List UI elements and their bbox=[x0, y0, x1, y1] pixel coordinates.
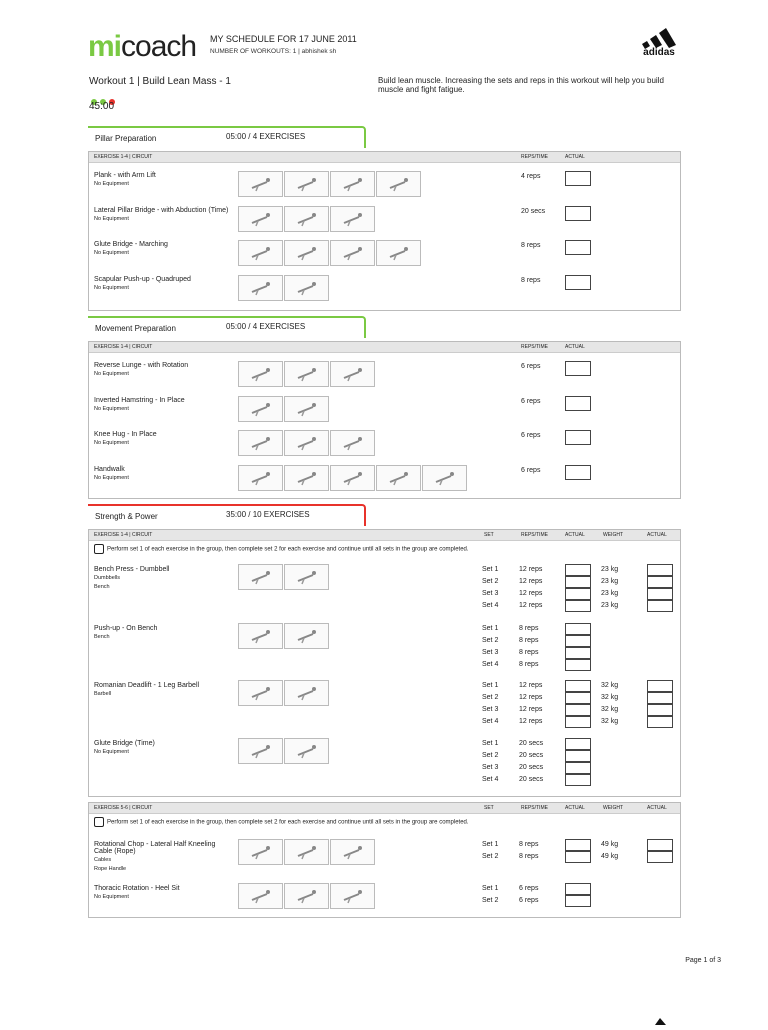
workout-duration: 45:00 bbox=[89, 101, 115, 112]
exercise-name: Reverse Lunge - with Rotation bbox=[94, 362, 189, 369]
set-label: Set 2 bbox=[482, 694, 499, 701]
weight-actual-input[interactable] bbox=[647, 576, 673, 588]
weight-actual-input[interactable] bbox=[647, 564, 673, 576]
exercise-image bbox=[284, 430, 329, 456]
movement-exercise-table bbox=[88, 341, 681, 499]
set-label: Set 3 bbox=[482, 764, 499, 771]
set-reps: 20 secs bbox=[519, 764, 544, 771]
workout-description: Build lean muscle. Increasing the sets and reps in this workout will help you build muscle and fight fatigue. bbox=[378, 76, 664, 94]
col-weight-actual: ACTUAL bbox=[647, 532, 667, 538]
exercise-image bbox=[284, 275, 329, 301]
exercise-row bbox=[94, 241, 234, 257]
exercise-row bbox=[94, 740, 234, 756]
exercise-reps: 8 reps bbox=[521, 276, 541, 284]
actual-input[interactable] bbox=[565, 588, 591, 600]
table-header bbox=[89, 342, 680, 353]
exercise-row bbox=[94, 566, 234, 591]
set-weight: 23 kg bbox=[601, 590, 619, 597]
col-reps: REPS/TIME bbox=[521, 532, 548, 538]
set-weight: 49 kg bbox=[601, 841, 619, 848]
actual-input[interactable] bbox=[565, 839, 591, 851]
set-reps: 8 reps bbox=[519, 841, 539, 848]
col-actual: ACTUAL bbox=[565, 532, 585, 538]
exercise-reps: 8 reps bbox=[521, 242, 541, 249]
exercise-images bbox=[238, 275, 330, 299]
exercise-image bbox=[238, 206, 283, 232]
exercise-image bbox=[284, 623, 329, 649]
exercise-image bbox=[330, 883, 375, 909]
exercise-row bbox=[94, 362, 234, 378]
actual-input[interactable] bbox=[565, 623, 591, 635]
set-reps: 12 reps bbox=[519, 682, 543, 689]
exercise-equipment: No Equipment bbox=[94, 749, 129, 755]
section-detail: 35:00 / 10 EXERCISES bbox=[226, 510, 310, 519]
exercise-image bbox=[238, 883, 283, 909]
col-weight: WEIGHT bbox=[603, 532, 623, 538]
set-label: Set 4 bbox=[482, 602, 499, 609]
exercise-image bbox=[330, 206, 375, 232]
set-reps: 6 reps bbox=[519, 885, 539, 892]
set-label: Set 3 bbox=[482, 706, 499, 713]
section-name: Pillar Preparation bbox=[95, 134, 157, 143]
weight-actual-input[interactable] bbox=[647, 692, 673, 704]
set-reps: 8 reps bbox=[519, 637, 539, 644]
actual-input[interactable] bbox=[565, 275, 591, 290]
actual-input[interactable] bbox=[565, 750, 591, 762]
set-label: Set 1 bbox=[482, 682, 499, 689]
exercise-reps: 6 reps bbox=[521, 432, 541, 439]
exercise-image bbox=[238, 839, 283, 865]
exercise-row bbox=[94, 841, 234, 873]
exercise-images bbox=[238, 240, 422, 264]
exercise-images bbox=[238, 361, 376, 385]
exercise-image bbox=[238, 275, 283, 301]
exercise-equipment: Bench bbox=[94, 584, 110, 590]
table-header bbox=[89, 803, 680, 814]
weight-actual-input[interactable] bbox=[647, 716, 673, 728]
section-name: Strength & Power bbox=[95, 512, 158, 521]
set-reps: 6 reps bbox=[519, 897, 539, 904]
exercise-image bbox=[376, 171, 421, 197]
actual-input[interactable] bbox=[565, 680, 591, 692]
exercise-name: Romanian Deadlift - 1 Leg Barbell bbox=[94, 682, 200, 689]
exercise-reps: 6 reps bbox=[521, 466, 541, 474]
exercise-row bbox=[94, 466, 234, 482]
col-exercise: EXERCISE 1-4 | CIRCUIT bbox=[94, 344, 153, 350]
col-set: SET bbox=[484, 805, 494, 811]
exercise-image bbox=[238, 465, 283, 491]
exercise-row bbox=[94, 885, 234, 901]
exercise-image bbox=[238, 680, 283, 706]
set-reps: 8 reps bbox=[519, 853, 539, 860]
exercise-name: Knee Hug - In Place bbox=[94, 431, 157, 438]
actual-input[interactable] bbox=[565, 206, 591, 221]
actual-input[interactable] bbox=[565, 635, 591, 647]
table-header bbox=[89, 152, 680, 163]
exercise-name: Scapular Push-up - Quadruped bbox=[94, 275, 191, 283]
actual-input[interactable] bbox=[565, 716, 591, 728]
exercise-image bbox=[238, 361, 283, 387]
set-reps: 8 reps bbox=[519, 649, 539, 656]
section-tab-movement bbox=[88, 316, 366, 338]
exercise-image bbox=[330, 430, 375, 456]
set-label: Set 3 bbox=[482, 590, 499, 597]
exercise-row bbox=[94, 172, 234, 188]
actual-input[interactable] bbox=[565, 851, 591, 863]
exercise-image bbox=[330, 171, 375, 197]
exercise-equipment: No Equipment bbox=[94, 405, 129, 412]
exercise-equipment: Barbell bbox=[94, 691, 112, 697]
exercise-reps: 20 secs bbox=[521, 207, 546, 215]
exercise-image bbox=[238, 738, 283, 764]
actual-input[interactable] bbox=[565, 647, 591, 659]
actual-input[interactable] bbox=[565, 240, 591, 255]
set-reps: 12 reps bbox=[519, 694, 543, 701]
page-number: Page 1 of 3 bbox=[685, 957, 721, 964]
exercise-images bbox=[238, 430, 376, 454]
exercise-image bbox=[238, 396, 283, 422]
set-label: Set 4 bbox=[482, 718, 499, 725]
actual-input[interactable] bbox=[565, 692, 591, 704]
micoach-logo bbox=[88, 30, 196, 64]
adidas-wordmark: adidas bbox=[643, 47, 675, 56]
set-reps: 12 reps bbox=[519, 602, 543, 609]
weight-actual-input[interactable] bbox=[647, 588, 673, 600]
actual-input[interactable] bbox=[565, 361, 591, 376]
exercise-image bbox=[284, 171, 329, 197]
exercise-name: Thoracic Rotation - Heel Sit bbox=[94, 885, 180, 892]
exercise-image bbox=[376, 240, 421, 266]
set-weight: 32 kg bbox=[601, 682, 619, 689]
exercise-image bbox=[284, 839, 329, 865]
set-label: Set 2 bbox=[482, 578, 499, 585]
set-reps: 8 reps bbox=[519, 661, 539, 668]
set-label: Set 1 bbox=[482, 841, 499, 848]
repeat-icon bbox=[94, 817, 104, 827]
set-label: Set 1 bbox=[482, 885, 499, 892]
exercise-images bbox=[238, 465, 468, 489]
exercise-name: Push-up - On Bench bbox=[94, 625, 158, 632]
exercise-image bbox=[376, 465, 421, 491]
workout-title: Workout 1 | Build Lean Mass - 1 bbox=[89, 76, 231, 87]
circuit-note-text: Perform set 1 of each exercise in the group, then complete set 2 for each exercise and continue until all sets in the group are completed. bbox=[107, 546, 469, 553]
exercise-images bbox=[238, 839, 376, 863]
exercise-image bbox=[284, 564, 329, 590]
adidas-logo bbox=[636, 24, 682, 56]
actual-input[interactable] bbox=[565, 564, 591, 576]
exercise-name: Plank - with Arm Lift bbox=[94, 172, 156, 179]
exercise-image bbox=[284, 206, 329, 232]
set-reps: 20 secs bbox=[519, 740, 544, 747]
col-exercise: EXERCISE 1-4 | CIRCUIT bbox=[94, 154, 153, 160]
exercise-image bbox=[284, 240, 329, 266]
col-weight-actual: ACTUAL bbox=[647, 805, 667, 811]
set-reps: 20 secs bbox=[519, 776, 544, 783]
exercise-name: Handwalk bbox=[94, 465, 125, 473]
col-reps: REPS/TIME bbox=[521, 154, 548, 160]
section-name: Movement Preparation bbox=[95, 324, 176, 333]
exercise-image bbox=[284, 680, 329, 706]
exercise-equipment: No Equipment bbox=[94, 250, 129, 256]
exercise-row bbox=[94, 431, 234, 447]
exercise-image bbox=[284, 465, 329, 491]
circuit-note bbox=[94, 544, 469, 554]
set-reps: 12 reps bbox=[519, 566, 543, 573]
exercise-image bbox=[284, 396, 329, 422]
exercise-equipment: No Equipment bbox=[94, 474, 129, 481]
set-reps: 12 reps bbox=[519, 590, 543, 597]
weight-actual-input[interactable] bbox=[647, 600, 673, 612]
exercise-equipment: No Equipment bbox=[94, 371, 129, 377]
set-weight: 23 kg bbox=[601, 602, 619, 609]
strength-group1-table bbox=[88, 529, 681, 797]
exercise-equipment: Cables bbox=[94, 857, 112, 863]
set-weight: 32 kg bbox=[601, 694, 619, 701]
set-label: Set 4 bbox=[482, 661, 499, 668]
exercise-row bbox=[94, 682, 234, 698]
section-tab-pillar bbox=[88, 126, 366, 148]
set-label: Set 1 bbox=[482, 740, 499, 747]
schedule-title: MY SCHEDULE FOR 17 JUNE 2011 bbox=[210, 34, 357, 44]
exercise-images bbox=[238, 396, 330, 420]
section-detail: 05:00 / 4 EXERCISES bbox=[226, 322, 306, 331]
exercise-name: Rotational Chop - Lateral Half Kneeling Cable (Rope) bbox=[94, 841, 216, 855]
set-weight: 32 kg bbox=[601, 718, 619, 725]
circuit-note-text: Perform set 1 of each exercise in the group, then complete set 2 for each exercise and continue until all sets in the group are completed. bbox=[107, 819, 469, 826]
exercise-equipment: Bench bbox=[94, 634, 110, 640]
exercise-row bbox=[94, 207, 234, 223]
exercise-equipment: No Equipment bbox=[94, 894, 129, 900]
actual-input[interactable] bbox=[565, 659, 591, 671]
weight-actual-input[interactable] bbox=[647, 680, 673, 692]
set-label: Set 2 bbox=[482, 752, 499, 759]
weight-actual-input[interactable] bbox=[647, 704, 673, 716]
set-label: Set 1 bbox=[482, 566, 499, 573]
actual-input[interactable] bbox=[565, 774, 591, 786]
actual-input[interactable] bbox=[565, 430, 591, 445]
col-weight: WEIGHT bbox=[603, 805, 623, 811]
exercise-images bbox=[238, 206, 376, 230]
exercise-image bbox=[238, 430, 283, 456]
exercise-reps: 6 reps bbox=[521, 397, 541, 405]
set-reps: 12 reps bbox=[519, 706, 543, 713]
exercise-images bbox=[238, 564, 330, 588]
set-reps: 12 reps bbox=[519, 578, 543, 585]
weight-actual-input[interactable] bbox=[647, 839, 673, 851]
exercise-row bbox=[94, 276, 234, 292]
actual-input[interactable] bbox=[565, 396, 591, 411]
exercise-images bbox=[238, 171, 422, 195]
set-weight: 23 kg bbox=[601, 578, 619, 585]
exercise-equipment: No Equipment bbox=[94, 440, 129, 446]
actual-input[interactable] bbox=[565, 883, 591, 895]
exercise-image bbox=[284, 361, 329, 387]
actual-input[interactable] bbox=[565, 600, 591, 612]
set-weight: 49 kg bbox=[601, 853, 619, 860]
exercise-equipment: No Equipment bbox=[94, 284, 129, 291]
actual-input[interactable] bbox=[565, 465, 591, 480]
set-label: Set 3 bbox=[482, 649, 499, 656]
workout-count: NUMBER OF WORKOUTS: 1 | abhishek sh bbox=[210, 48, 337, 55]
set-label: Set 4 bbox=[482, 776, 499, 783]
exercise-image bbox=[422, 465, 467, 491]
exercise-image bbox=[238, 171, 283, 197]
col-exercise: EXERCISE 1-4 | CIRCUIT bbox=[94, 532, 153, 538]
set-label: Set 2 bbox=[482, 853, 499, 860]
exercise-images bbox=[238, 738, 330, 762]
exercise-image bbox=[238, 240, 283, 266]
col-set: SET bbox=[484, 532, 494, 538]
logo-coach: coach bbox=[121, 30, 197, 63]
exercise-images bbox=[238, 883, 376, 907]
exercise-equipment: Dumbbells bbox=[94, 575, 120, 581]
exercise-equipment: Rope Handle bbox=[94, 866, 127, 872]
section-detail: 05:00 / 4 EXERCISES bbox=[226, 132, 306, 141]
exercise-image bbox=[330, 839, 375, 865]
exercise-image bbox=[284, 738, 329, 764]
set-reps: 20 secs bbox=[519, 752, 544, 759]
actual-input[interactable] bbox=[565, 171, 591, 186]
set-weight: 23 kg bbox=[601, 566, 619, 573]
exercise-name: Glute Bridge - Marching bbox=[94, 241, 168, 248]
set-label: Set 2 bbox=[482, 897, 499, 904]
section-tab-strength bbox=[88, 504, 366, 526]
exercise-image bbox=[238, 623, 283, 649]
exercise-equipment: No Equipment bbox=[94, 181, 129, 187]
col-exercise: EXERCISE 5-6 | CIRCUIT bbox=[94, 805, 153, 811]
set-label: Set 1 bbox=[482, 625, 499, 632]
table-header bbox=[89, 530, 680, 541]
actual-input[interactable] bbox=[565, 738, 591, 750]
col-actual: ACTUAL bbox=[565, 805, 585, 811]
col-actual: ACTUAL bbox=[565, 154, 585, 160]
repeat-icon bbox=[94, 544, 104, 554]
col-reps: REPS/TIME bbox=[521, 344, 548, 350]
exercise-name: Bench Press - Dumbbell bbox=[94, 566, 170, 573]
actual-input[interactable] bbox=[565, 576, 591, 588]
set-label: Set 2 bbox=[482, 637, 499, 644]
strength-group2-table bbox=[88, 802, 681, 918]
exercise-name: Glute Bridge (Time) bbox=[94, 740, 155, 747]
exercise-image bbox=[238, 564, 283, 590]
exercise-image bbox=[330, 361, 375, 387]
exercise-image bbox=[330, 465, 375, 491]
logo-mi: mi bbox=[88, 30, 122, 63]
set-weight: 32 kg bbox=[601, 706, 619, 713]
actual-input[interactable] bbox=[565, 762, 591, 774]
adidas-corner-mark bbox=[652, 1012, 666, 1024]
col-actual: ACTUAL bbox=[565, 344, 585, 350]
set-reps: 8 reps bbox=[519, 625, 539, 632]
exercise-images bbox=[238, 623, 330, 647]
col-reps: REPS/TIME bbox=[521, 805, 548, 811]
weight-actual-input[interactable] bbox=[647, 851, 673, 863]
exercise-reps: 4 reps bbox=[521, 173, 541, 180]
circuit-note bbox=[94, 817, 469, 827]
actual-input[interactable] bbox=[565, 895, 591, 907]
actual-input[interactable] bbox=[565, 704, 591, 716]
exercise-image bbox=[284, 883, 329, 909]
exercise-equipment: No Equipment bbox=[94, 215, 129, 222]
exercise-reps: 6 reps bbox=[521, 363, 541, 370]
exercise-image bbox=[330, 240, 375, 266]
exercise-row bbox=[94, 397, 234, 413]
exercise-images bbox=[238, 680, 330, 704]
exercise-row bbox=[94, 625, 234, 641]
pillar-exercise-table bbox=[88, 151, 681, 311]
set-reps: 12 reps bbox=[519, 718, 543, 725]
exercise-name: Lateral Pillar Bridge - with Abduction (Time) bbox=[94, 206, 229, 214]
exercise-name: Inverted Hamstring - In Place bbox=[94, 396, 185, 404]
